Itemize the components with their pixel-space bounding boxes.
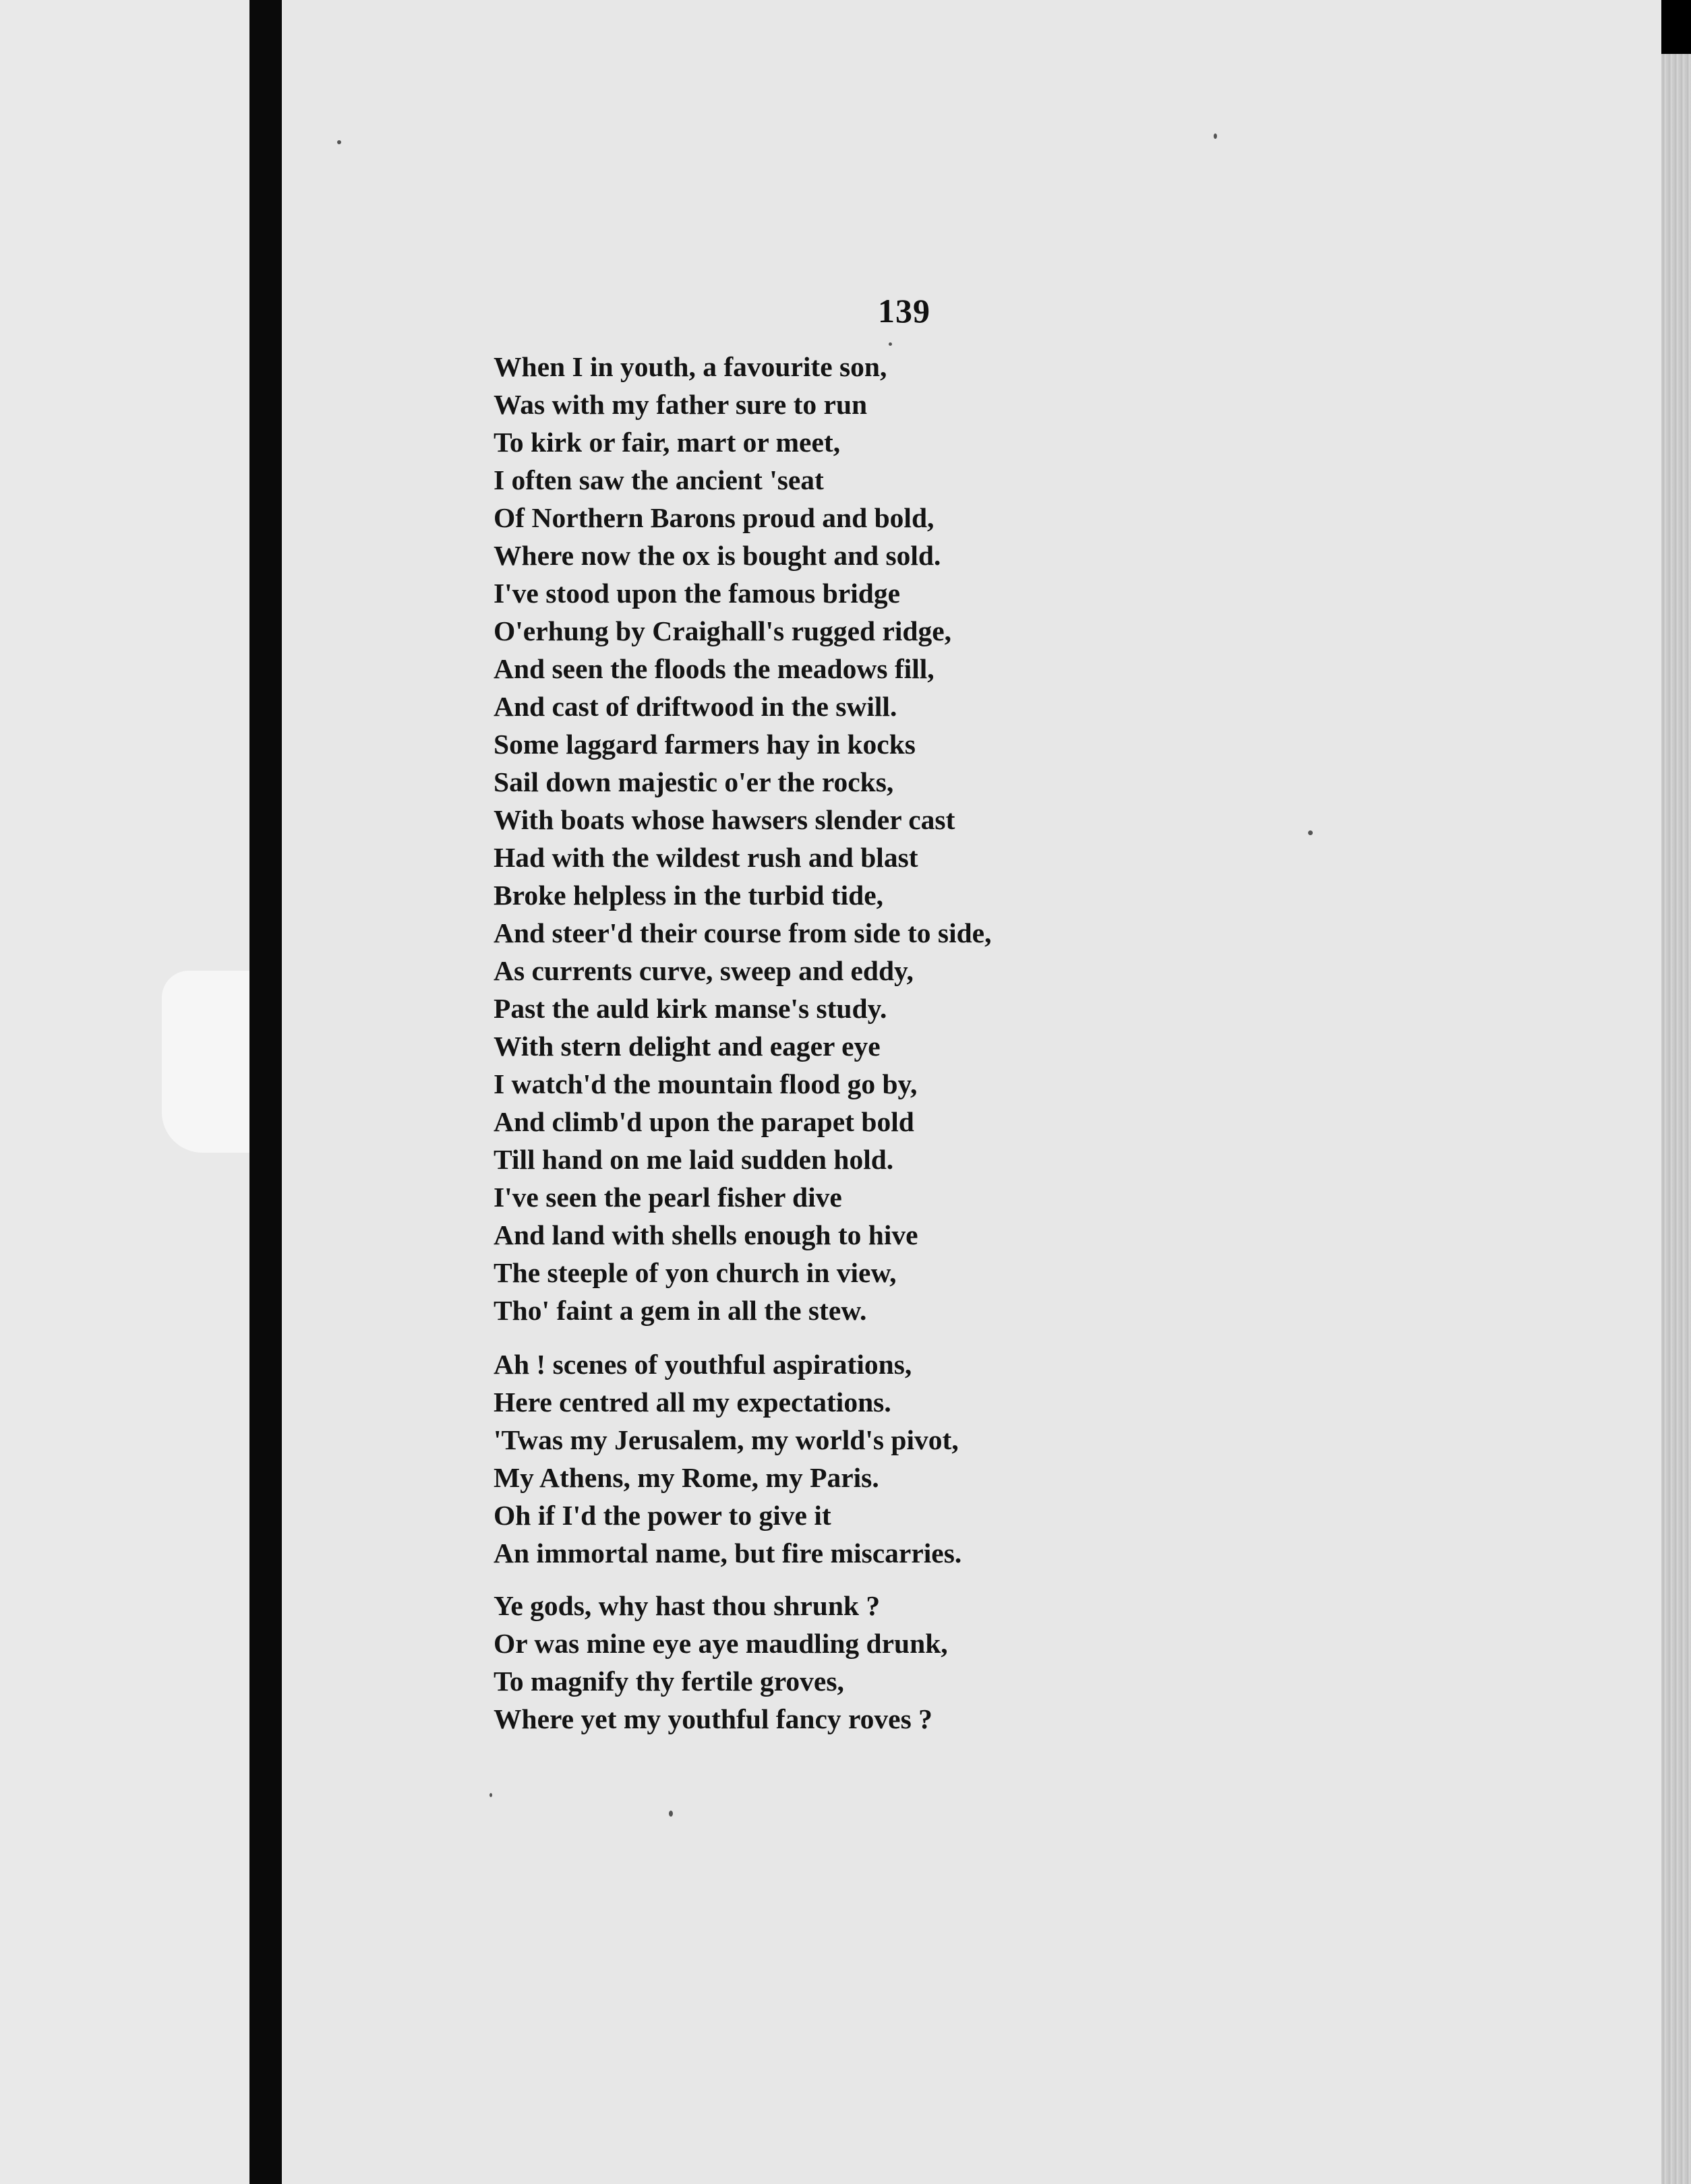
page-stack-edge — [1661, 54, 1691, 2184]
poem-line: Oh if I'd the power to give it — [494, 1500, 831, 1531]
poem-line: Tho' faint a gem in all the stew. — [494, 1295, 867, 1326]
poem-line: Broke helpless in the turbid tide, — [494, 880, 884, 911]
poem-stanza — [494, 1345, 961, 1572]
dust-speck — [1214, 133, 1217, 139]
page-discoloration — [162, 971, 249, 1153]
poem-stanza — [494, 348, 991, 1329]
poem-line: Where now the ox is bought and sold. — [494, 540, 941, 571]
poem-stanza — [494, 1587, 948, 1738]
poem-line: Ye gods, why hast thou shrunk ? — [494, 1590, 881, 1621]
poem-line: And climb'd upon the parapet bold — [494, 1106, 914, 1137]
poem-line: To magnify thy fertile groves, — [494, 1666, 844, 1697]
poem-line: Some laggard farmers hay in kocks — [494, 729, 916, 760]
dust-speck — [489, 1793, 492, 1797]
poem-line: And seen the floods the meadows fill, — [494, 653, 934, 684]
poem-line: I've stood upon the famous bridge — [494, 578, 900, 609]
poem-line: My Athens, my Rome, my Paris. — [494, 1462, 879, 1493]
poem-line: Till hand on me laid sudden hold. — [494, 1144, 894, 1175]
poem-line: Of Northern Barons proud and bold, — [494, 502, 934, 533]
poem-line: Had with the wildest rush and blast — [494, 842, 918, 873]
poem-line: With boats whose hawsers slender cast — [494, 804, 955, 835]
poem-line: And land with shells enough to hive — [494, 1219, 918, 1250]
left-page-edge — [0, 0, 249, 2184]
dust-speck — [1308, 830, 1313, 835]
dust-speck — [337, 140, 341, 144]
poem-line: To kirk or fair, mart or meet, — [494, 427, 841, 458]
poem-line: O'erhung by Craighall's rugged ridge, — [494, 615, 952, 646]
poem-line: And cast of driftwood in the swill. — [494, 691, 897, 722]
poem-line: The steeple of yon church in view, — [494, 1257, 897, 1288]
dust-speck — [669, 1811, 673, 1817]
poem-line: And steer'd their course from side to side, — [494, 917, 992, 948]
poem-line: With stern delight and eager eye — [494, 1031, 881, 1062]
poem-line: Sail down majestic o'er the rocks, — [494, 766, 894, 797]
poem-line: Was with my father sure to run — [494, 389, 868, 420]
poem-line: Or was mine eye aye maudling drunk, — [494, 1628, 948, 1659]
poem-line: An immortal name, but fire miscarries. — [494, 1538, 962, 1569]
poem-line: 'Twas my Jerusalem, my world's pivot, — [494, 1424, 959, 1455]
poem-line: Where yet my youthful fancy roves ? — [494, 1703, 932, 1734]
poem-line: Past the auld kirk manse's study. — [494, 993, 887, 1024]
book-gutter — [249, 0, 282, 2184]
poem-line: I often saw the ancient 'seat — [494, 464, 824, 495]
poem-line: I've seen the pearl fisher dive — [494, 1182, 842, 1213]
poem-line: As currents curve, sweep and eddy, — [494, 955, 914, 986]
poem-line: Here centred all my expectations. — [494, 1387, 891, 1418]
poem-line: When I in youth, a favourite son, — [494, 351, 887, 382]
poem-line: Ah ! scenes of youthful aspirations, — [494, 1349, 912, 1380]
poem-line: I watch'd the mountain flood go by, — [494, 1068, 918, 1099]
page-number: 139 — [878, 292, 930, 330]
dust-speck — [889, 342, 892, 346]
